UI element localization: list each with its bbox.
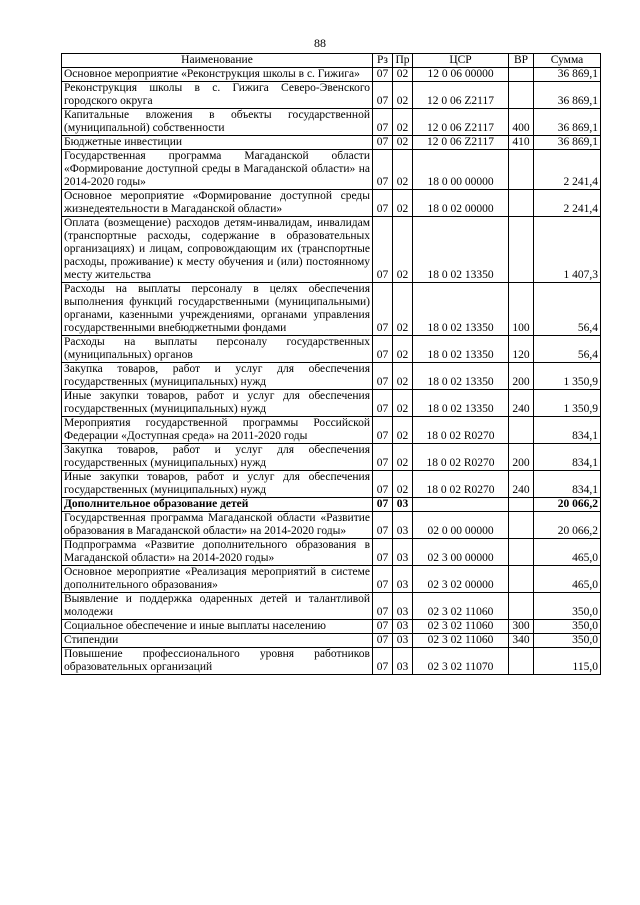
cell-vr (509, 566, 534, 593)
header-vr: ВР (509, 54, 534, 68)
cell-rz: 07 (373, 539, 393, 566)
cell-csr: 18 0 02 R0270 (413, 417, 509, 444)
cell-vr (509, 512, 534, 539)
cell-pr: 03 (393, 634, 413, 648)
cell-csr: 02 3 02 11060 (413, 593, 509, 620)
cell-sum: 465,0 (534, 566, 601, 593)
cell-pr: 03 (393, 566, 413, 593)
table-row (62, 471, 601, 498)
cell-vr (509, 498, 534, 512)
cell-rz: 07 (373, 620, 393, 634)
cell-rz: 07 (373, 566, 393, 593)
cell-pr: 02 (393, 363, 413, 390)
cell-sum: 834,1 (534, 444, 601, 471)
table-row (62, 363, 601, 390)
cell-name: Оплата (возмещение) расходов детям-инвалидам, инвалидам (транспортные расходы, содержание в образовательных организациях) и лицам, сопровождающим их (транспортные расходы, проживание) к месту обучения и (или) постоянному месту жительства (62, 217, 373, 283)
header-pr: Пр (393, 54, 413, 68)
cell-rz: 07 (373, 109, 393, 136)
cell-csr: 02 3 02 11070 (413, 648, 509, 675)
cell-name: Реконструкция школы в с. Гижига Северо-Эвенского городского округа (62, 82, 373, 109)
table-body (62, 68, 601, 675)
cell-pr: 03 (393, 512, 413, 539)
cell-sum: 56,4 (534, 336, 601, 363)
cell-pr: 03 (393, 593, 413, 620)
cell-name: Государственная программа Магаданской области «Формирование доступной среды в Магаданской области» на 2014-2020 годы» (62, 150, 373, 190)
cell-pr: 02 (393, 471, 413, 498)
cell-vr: 340 (509, 634, 534, 648)
cell-vr (509, 593, 534, 620)
cell-rz: 07 (373, 136, 393, 150)
cell-vr: 200 (509, 444, 534, 471)
cell-pr: 03 (393, 539, 413, 566)
table-row (62, 150, 601, 190)
cell-csr: 02 0 00 00000 (413, 512, 509, 539)
cell-pr: 02 (393, 417, 413, 444)
cell-csr: 18 0 02 00000 (413, 190, 509, 217)
cell-name: Закупка товаров, работ и услуг для обеспечения государственных (муниципальных) нужд (62, 363, 373, 390)
cell-vr (509, 190, 534, 217)
cell-rz: 07 (373, 336, 393, 363)
cell-rz: 07 (373, 444, 393, 471)
cell-sum: 1 350,9 (534, 363, 601, 390)
cell-sum: 1 350,9 (534, 390, 601, 417)
cell-sum: 834,1 (534, 471, 601, 498)
table-row (62, 634, 601, 648)
cell-vr (509, 539, 534, 566)
cell-name: Мероприятия государственной программы Российской Федерации «Доступная среда» на 2011-2020 годы (62, 417, 373, 444)
cell-csr: 02 3 02 11060 (413, 634, 509, 648)
cell-name: Бюджетные инвестиции (62, 136, 373, 150)
cell-vr: 300 (509, 620, 534, 634)
table-row (62, 620, 601, 634)
cell-csr: 12 0 06 00000 (413, 68, 509, 82)
cell-sum: 20 066,2 (534, 512, 601, 539)
cell-pr: 02 (393, 82, 413, 109)
cell-pr: 02 (393, 336, 413, 363)
cell-name: Иные закупки товаров, работ и услуг для обеспечения государственных (муниципальных) нужд (62, 471, 373, 498)
cell-name: Основное мероприятие «Формирование доступной среды жизнедеятельности в Магаданской области» (62, 190, 373, 217)
cell-vr: 120 (509, 336, 534, 363)
cell-rz: 07 (373, 283, 393, 336)
cell-pr: 03 (393, 620, 413, 634)
cell-vr: 410 (509, 136, 534, 150)
cell-sum: 2 241,4 (534, 190, 601, 217)
table-row (62, 648, 601, 675)
cell-csr: 02 3 02 11060 (413, 620, 509, 634)
cell-pr: 02 (393, 136, 413, 150)
cell-csr (413, 498, 509, 512)
table-row (62, 190, 601, 217)
cell-name: Основное мероприятие «Реконструкция школы в с. Гижига» (62, 68, 373, 82)
table-row (62, 444, 601, 471)
cell-sum: 1 407,3 (534, 217, 601, 283)
table-header-row (62, 54, 601, 68)
header-csr: ЦСР (413, 54, 509, 68)
cell-pr: 02 (393, 444, 413, 471)
cell-vr: 400 (509, 109, 534, 136)
cell-pr: 02 (393, 217, 413, 283)
table-row (62, 417, 601, 444)
cell-vr (509, 82, 534, 109)
table-row (62, 109, 601, 136)
cell-name: Выявление и поддержка одаренных детей и талантливой молодежи (62, 593, 373, 620)
cell-pr: 02 (393, 150, 413, 190)
header-name: Наименование (62, 54, 373, 68)
cell-name: Закупка товаров, работ и услуг для обеспечения государственных (муниципальных) нужд (62, 444, 373, 471)
cell-csr: 18 0 02 R0270 (413, 444, 509, 471)
cell-rz: 07 (373, 190, 393, 217)
table-row (62, 336, 601, 363)
table-row (62, 283, 601, 336)
cell-sum: 56,4 (534, 283, 601, 336)
cell-pr: 02 (393, 390, 413, 417)
cell-sum: 350,0 (534, 634, 601, 648)
table-row (62, 390, 601, 417)
cell-name: Капитальные вложения в объекты государственной (муниципальной) собственности (62, 109, 373, 136)
cell-csr: 18 0 02 13350 (413, 390, 509, 417)
table-row (62, 498, 601, 512)
cell-name: Иные закупки товаров, работ и услуг для обеспечения государственных (муниципальных) нужд (62, 390, 373, 417)
cell-rz: 07 (373, 417, 393, 444)
cell-csr: 02 3 00 00000 (413, 539, 509, 566)
cell-sum: 834,1 (534, 417, 601, 444)
cell-rz: 07 (373, 593, 393, 620)
cell-rz: 07 (373, 68, 393, 82)
table-row (62, 512, 601, 539)
cell-pr: 02 (393, 190, 413, 217)
cell-sum: 115,0 (534, 648, 601, 675)
cell-vr: 200 (509, 363, 534, 390)
cell-sum: 465,0 (534, 539, 601, 566)
cell-csr: 18 0 02 13350 (413, 336, 509, 363)
cell-csr: 18 0 02 13350 (413, 363, 509, 390)
table-row (62, 136, 601, 150)
cell-rz: 07 (373, 512, 393, 539)
cell-rz: 07 (373, 150, 393, 190)
cell-name: Подпрограмма «Развитие дополнительного образования в Магаданской области» на 2014-2020 годы» (62, 539, 373, 566)
header-sum: Сумма (534, 54, 601, 68)
cell-sum: 350,0 (534, 620, 601, 634)
cell-rz: 07 (373, 363, 393, 390)
cell-vr (509, 68, 534, 82)
page-number: 88 (314, 36, 326, 50)
cell-vr: 240 (509, 390, 534, 417)
cell-csr: 02 3 02 00000 (413, 566, 509, 593)
cell-name: Стипендии (62, 634, 373, 648)
table-row (62, 566, 601, 593)
cell-sum: 36 869,1 (534, 109, 601, 136)
cell-rz: 07 (373, 648, 393, 675)
cell-rz: 07 (373, 634, 393, 648)
cell-name: Повышение профессионального уровня работников образовательных организаций (62, 648, 373, 675)
budget-table (61, 53, 601, 675)
table-row (62, 82, 601, 109)
cell-name: Расходы на выплаты персоналу государственных (муниципальных) органов (62, 336, 373, 363)
cell-vr (509, 417, 534, 444)
cell-vr: 100 (509, 283, 534, 336)
cell-pr: 02 (393, 283, 413, 336)
cell-name: Социальное обеспечение и иные выплаты населению (62, 620, 373, 634)
cell-vr (509, 648, 534, 675)
header-rz: Рз (373, 54, 393, 68)
cell-vr: 240 (509, 471, 534, 498)
cell-vr (509, 217, 534, 283)
cell-csr: 18 0 02 R0270 (413, 471, 509, 498)
cell-pr: 03 (393, 648, 413, 675)
cell-sum: 20 066,2 (534, 498, 601, 512)
cell-sum: 36 869,1 (534, 136, 601, 150)
cell-csr: 18 0 00 00000 (413, 150, 509, 190)
cell-pr: 02 (393, 109, 413, 136)
cell-name: Основное мероприятие «Реализация мероприятий в системе дополнительного образования» (62, 566, 373, 593)
cell-rz: 07 (373, 498, 393, 512)
cell-name: Государственная программа Магаданской области «Развитие образования в Магаданской области» на 2014-2020 годы» (62, 512, 373, 539)
cell-vr (509, 150, 534, 190)
cell-rz: 07 (373, 471, 393, 498)
cell-pr: 03 (393, 498, 413, 512)
cell-rz: 07 (373, 390, 393, 417)
cell-csr: 12 0 06 Z2117 (413, 82, 509, 109)
cell-sum: 36 869,1 (534, 68, 601, 82)
table-row (62, 217, 601, 283)
table-row (62, 539, 601, 566)
cell-csr: 12 0 06 Z2117 (413, 109, 509, 136)
cell-csr: 18 0 02 13350 (413, 283, 509, 336)
cell-sum: 2 241,4 (534, 150, 601, 190)
cell-csr: 12 0 06 Z2117 (413, 136, 509, 150)
cell-rz: 07 (373, 217, 393, 283)
cell-csr: 18 0 02 13350 (413, 217, 509, 283)
table-row (62, 593, 601, 620)
cell-sum: 36 869,1 (534, 82, 601, 109)
cell-name: Расходы на выплаты персоналу в целях обеспечения выполнения функций государственными (муниципальными) органами, казенными учреждениями, органами управления государственными внебюджетными фондами (62, 283, 373, 336)
cell-sum: 350,0 (534, 593, 601, 620)
cell-rz: 07 (373, 82, 393, 109)
cell-name: Дополнительное образование детей (62, 498, 373, 512)
table-row (62, 68, 601, 82)
cell-pr: 02 (393, 68, 413, 82)
